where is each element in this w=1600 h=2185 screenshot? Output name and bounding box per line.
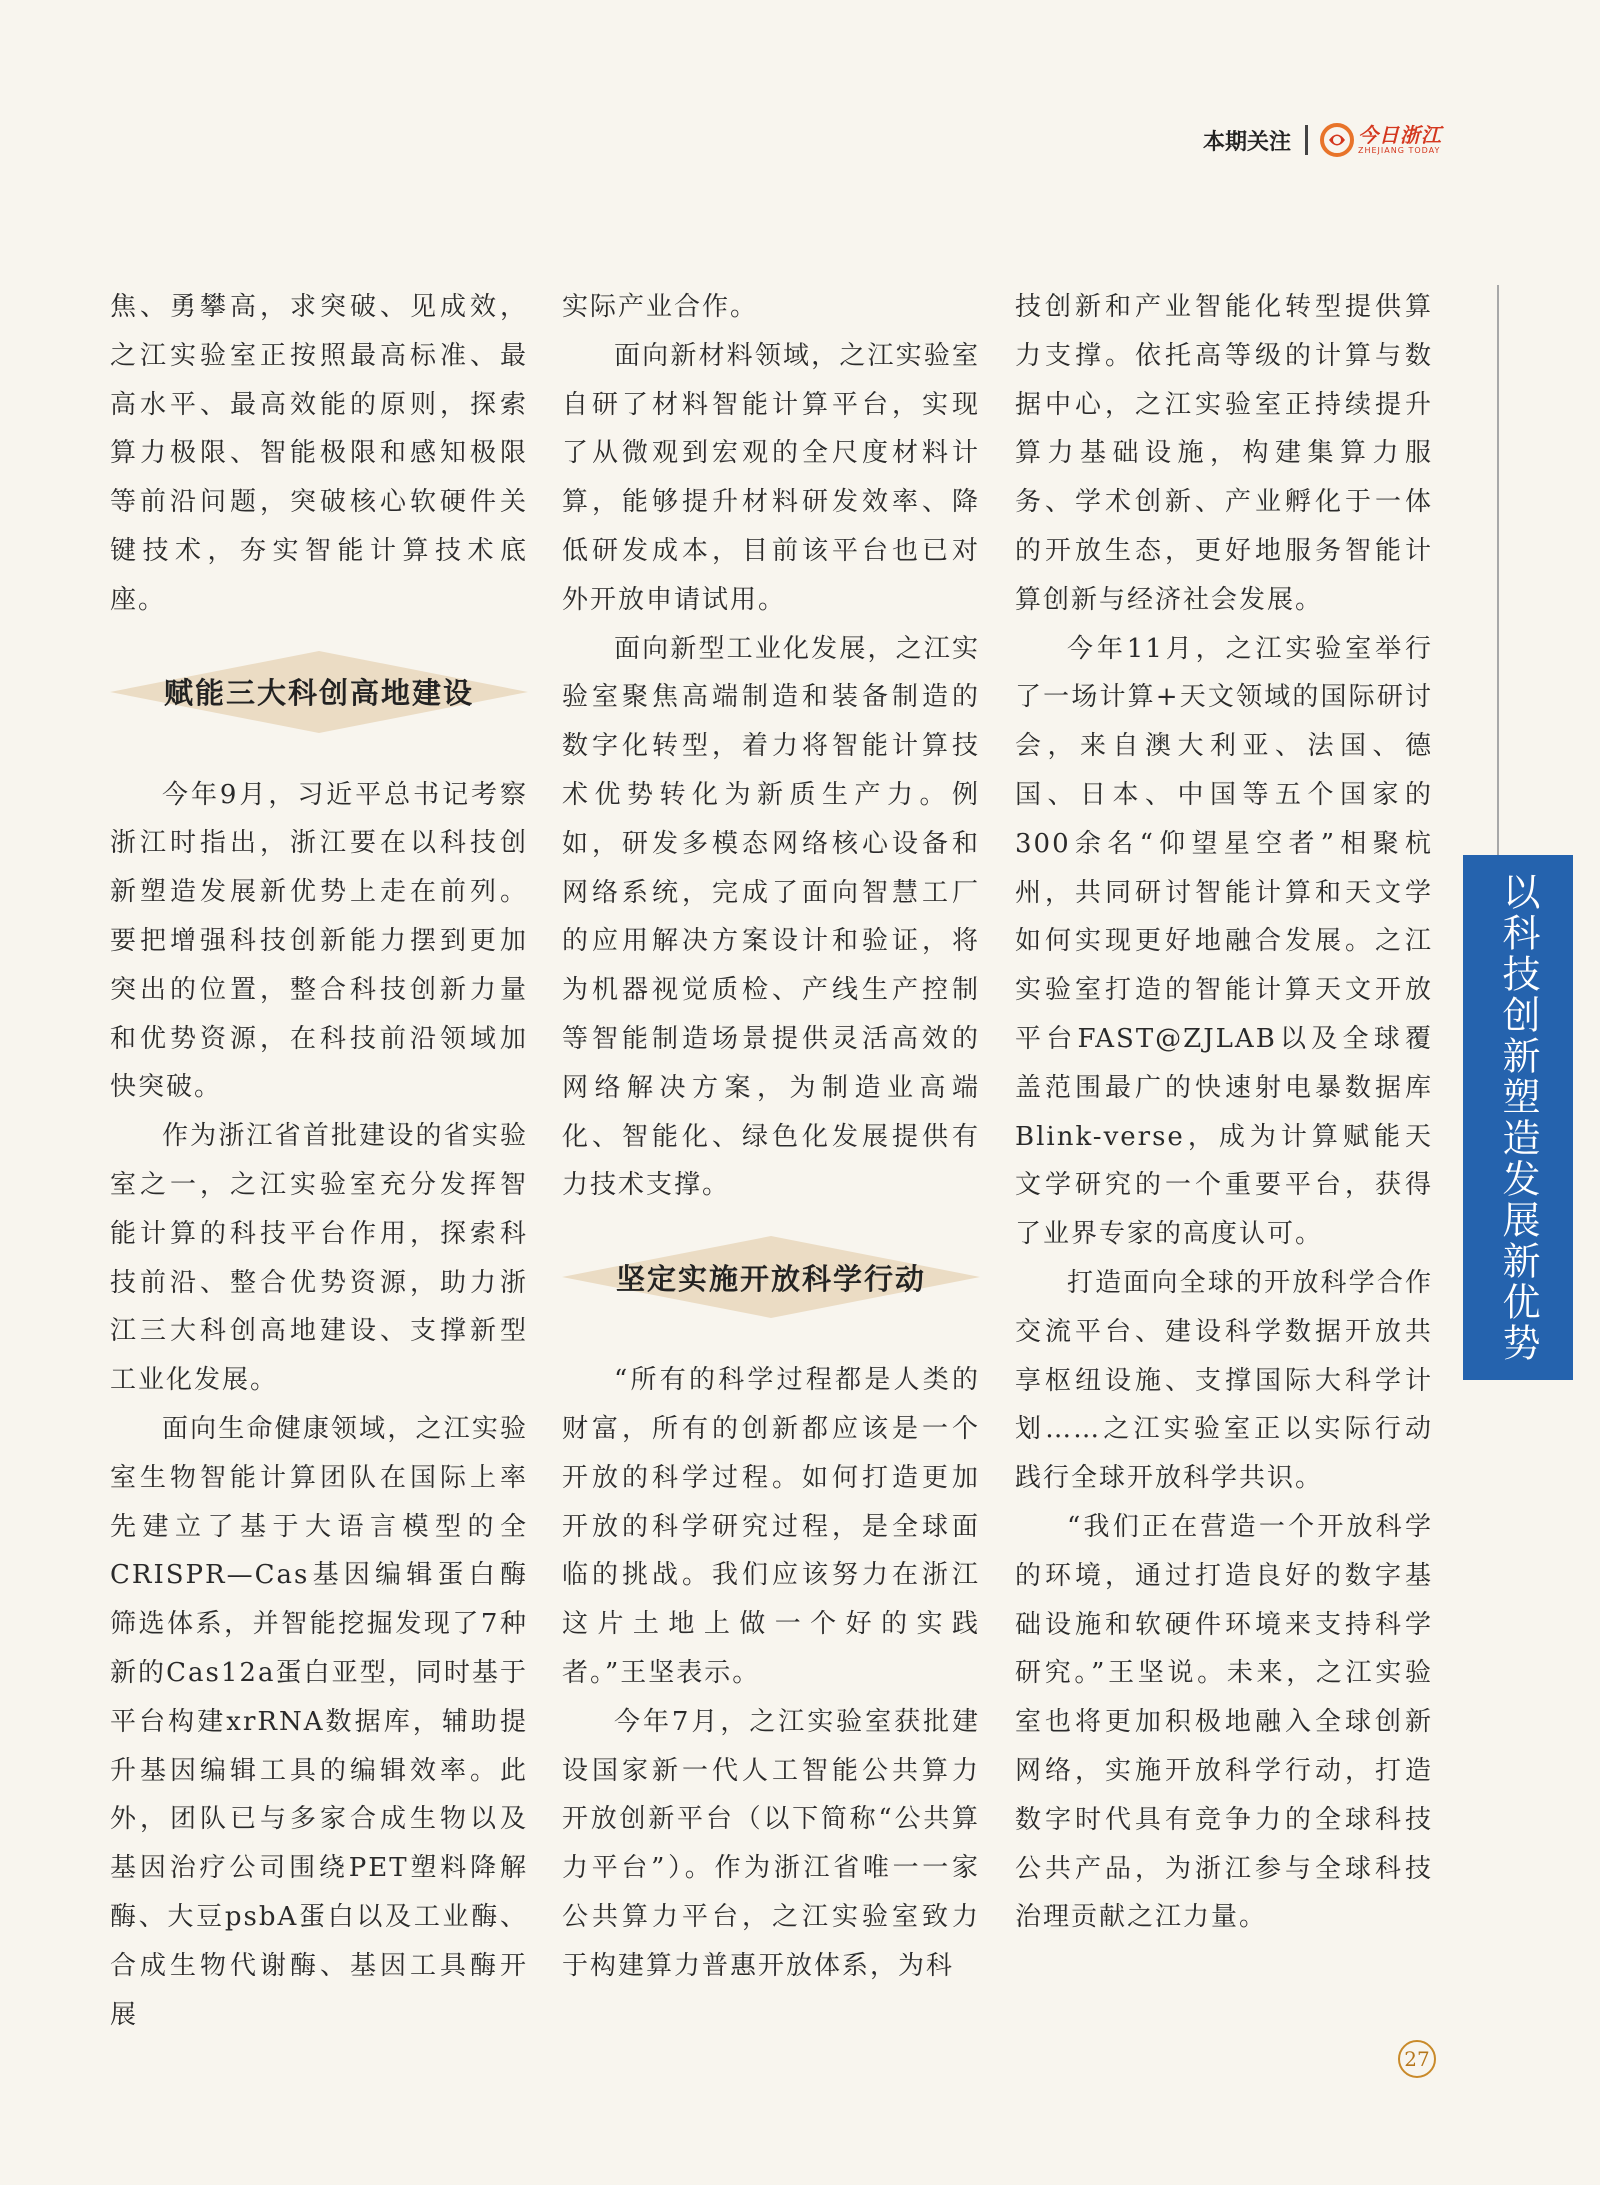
section-heading-text: 坚定实施开放科学行动 [615,1261,926,1296]
paragraph: 面向新型工业化发展，之江实验室聚焦高端制造和装备制造的数字化转型，着力将智能计算技术优势转化为新质生产力。例如，研发多模态网络核心设备和网络系统，完成了面向智慧工厂的应用解决方案设计和验证，将为机器视觉质检、产线生产控制等智能制造场景提供灵活高效的网络解决方案，为制造业高端化、智能化、绿色化发展提供有力技术支撑。 [562,633,980,1201]
section-heading [110,649,528,735]
paragraph: 作为浙江省首批建设的省实验室之一，之江实验室充分发挥智能计算的科技平台作用，探索科技前沿、整合优势资源，助力浙江三大科创高地建设、支撑新型工业化发展。 [110,1121,528,1396]
paragraph: 打造面向全球的开放科学合作交流平台、建设科学数据开放共享枢纽设施、支撑国际大科学计划……之江实验室正以实际行动践行全球开放科学共识。 [1015,1267,1433,1494]
logo-wordmark: 今日浙江 [1358,123,1442,147]
magazine-logo [1320,123,1442,157]
page-header [1203,118,1442,162]
paragraph: “所有的科学过程都是人类的财富，所有的创新都应该是一个开放的科学过程。如何打造更加开放的科学研究过程，是全球面临的挑战。我们应该努力在浙江这片土地上做一个好的实践者。”王坚表示。 [562,1365,980,1688]
paragraph: 今年7月，之江实验室获批建设国家新一代人工智能公共算力开放创新平台（以下简称“公共算力平台”）。作为浙江省唯一一家公共算力平台，之江实验室致力于构建算力普惠开放体系，为科 [562,1706,980,1981]
logo-subtext: ZHEJIANG TODAY [1358,146,1441,155]
side-rule [1497,285,1499,855]
paragraph: 实际产业合作。 [562,292,759,322]
paragraph: 技创新和产业智能化转型提供算力支撑。依托高等级的计算与数据中心，之江实验室正持续提升算力基础设施，构建集算力服务、学术创新、产业孵化于一体的开放生态，更好地服务智能计算创新与经济社会发展。 [1015,292,1433,615]
page-number: 27 [1398,2040,1436,2078]
section-heading [562,1234,980,1320]
paragraph: 今年9月，习近平总书记考察浙江时指出，浙江要在以科技创新塑造发展新优势上走在前列。要把增强科技创新能力摆到更加突出的位置，整合科技创新力量和优势资源，在科技前沿领域加快突破。 [110,779,528,1103]
paragraph: 焦、勇攀高，求突破、见成效，之江实验室正按照最高标准、最高水平、最高效能的原则，探索算力极限、智能极限和感知极限等前沿问题，突破核心软硬件关键技术，夯实智能计算技术底座。 [110,292,528,615]
text-column-3 [1015,283,1433,1942]
section-label: 本期关注 [1202,129,1291,155]
paragraph: 今年11月，之江实验室举行了一场计算+天文领域的国际研讨会，来自澳大利亚、法国、德国、日本、中国等五个国家的300余名“仰望星空者”相聚杭州，共同研讨智能计算和天文学如何实现更好地融合发展。之江实验室打造的智能计算天文开放平台FAST@ZJLAB以及全球覆盖范围最广的快速射电暴数据库Blink-verse，成为计算赋能天文学研究的一个重要平台，获得了业界专家的高度认可。 [1015,633,1433,1250]
paragraph: 面向新材料领域，之江实验室自研了材料智能计算平台，实现了从微观到宏观的全尺度材料计算，能够提升材料研发效率、降低研发成本，目前该平台也已对外开放申请试用。 [562,340,980,615]
paragraph: “我们正在营造一个开放科学的环境，通过打造良好的数字基础设施和软硬件环境来支持科学研究。”王坚说。未来，之江实验室也将更加积极地融入全球创新网络，实施开放科学行动，打造数字时代具有竞争力的全球科技公共产品，为浙江参与全球科技治理贡献之江力量。 [1015,1511,1433,1933]
text-column-1 [110,283,528,2039]
section-heading-text: 赋能三大科创高地建设 [163,676,474,711]
paragraph: 面向生命健康领域，之江实验室生物智能计算团队在国际上率先建立了基于大语言模型的全CRISPR—Cas基因编辑蛋白酶筛选体系，并智能挖掘发现了7种新的Cas12a蛋白亚型，同时基于平台构建xrRNA数据库，辅助提升基因编辑工具的编辑效率。此外，团队已与多家合成生物以及基因治疗公司围绕PET塑料降解酶、大豆psbA蛋白以及工业酶、合成生物代谢酶、基因工具酶开展 [110,1413,528,2030]
side-section-tab [1463,855,1573,1380]
header-divider [1305,125,1308,155]
side-tab-text: 以科技创新塑造发展新优势 [1496,871,1540,1364]
logo-swirl-icon [1320,123,1354,157]
text-column-2 [562,283,980,1991]
